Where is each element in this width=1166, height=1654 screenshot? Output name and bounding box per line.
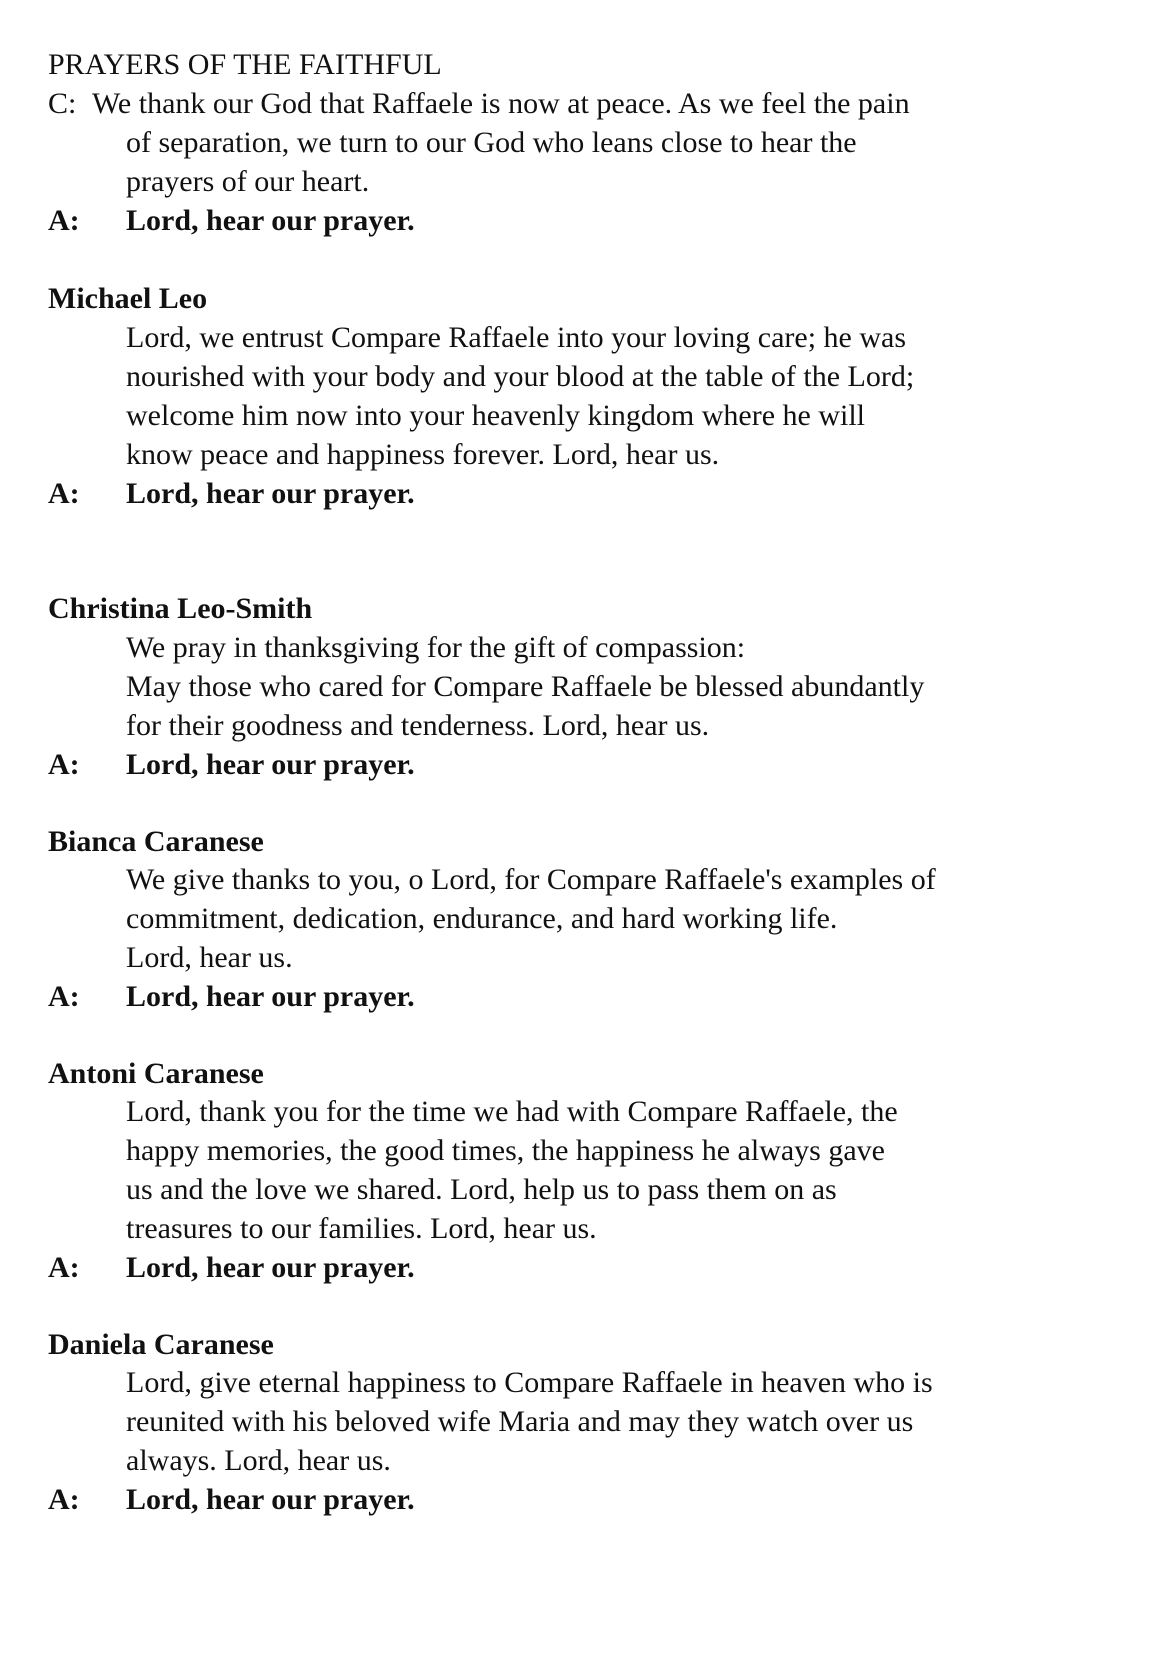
- response-text: Lord, hear our prayer.: [126, 1483, 415, 1516]
- petition-line: us and the love we shared. Lord, help us to pass them on as: [126, 1173, 837, 1206]
- reader-name: Michael Leo: [48, 282, 208, 315]
- petition-line: Lord, thank you for the time we had with Compare Raffaele, the: [126, 1095, 898, 1128]
- petition-line: nourished with your body and your blood at the table of the Lord;: [126, 360, 915, 393]
- response-label: A:: [48, 1483, 80, 1516]
- intro-line: prayers of our heart.: [126, 165, 370, 198]
- response-text: Lord, hear our prayer.: [126, 748, 415, 781]
- petition-line: know peace and happiness forever. Lord, hear us.: [126, 438, 720, 471]
- response-label: A:: [48, 748, 80, 781]
- petition-line: Lord, give eternal happiness to Compare Raffaele in heaven who is: [126, 1366, 933, 1399]
- reader-name: Antoni Caranese: [48, 1057, 264, 1090]
- page-title: PRAYERS OF THE FAITHFUL: [48, 48, 442, 81]
- response-label: A:: [48, 1251, 80, 1284]
- response-text: Lord, hear our prayer.: [126, 477, 415, 510]
- petition-line: Lord, we entrust Compare Raffaele into your loving care; he was: [126, 321, 907, 354]
- petition-line: Lord, hear us.: [126, 941, 293, 974]
- petition-line: treasures to our families. Lord, hear us.: [126, 1212, 597, 1245]
- intro-line: We thank our God that Raffaele is now at peace. As we feel the pain: [92, 87, 910, 120]
- response-text: Lord, hear our prayer.: [126, 204, 415, 237]
- petition-line: always. Lord, hear us.: [126, 1444, 391, 1477]
- petition-line: commitment, dedication, endurance, and hard working life.: [126, 902, 838, 935]
- petition-line: We pray in thanksgiving for the gift of compassion:: [126, 631, 746, 664]
- petition-line: happy memories, the good times, the happiness he always gave: [126, 1134, 885, 1167]
- intro-label: C:: [48, 87, 77, 120]
- reader-name: Bianca Caranese: [48, 825, 264, 858]
- response-text: Lord, hear our prayer.: [126, 980, 415, 1013]
- intro-line: of separation, we turn to our God who leans close to hear the: [126, 126, 857, 159]
- petition-line: May those who cared for Compare Raffaele be blessed abundantly: [126, 670, 925, 703]
- response-text: Lord, hear our prayer.: [126, 1251, 415, 1284]
- petition-line: We give thanks to you, o Lord, for Compare Raffaele's examples of: [126, 863, 936, 896]
- reader-name: Christina Leo-Smith: [48, 592, 313, 625]
- reader-name: Daniela Caranese: [48, 1328, 274, 1361]
- petition-line: for their goodness and tenderness. Lord, hear us.: [126, 709, 710, 742]
- response-label: A:: [48, 477, 80, 510]
- response-label: A:: [48, 980, 80, 1013]
- petition-line: reunited with his beloved wife Maria and may they watch over us: [126, 1405, 914, 1438]
- petition-line: welcome him now into your heavenly kingdom where he will: [126, 399, 865, 432]
- response-label: A:: [48, 204, 80, 237]
